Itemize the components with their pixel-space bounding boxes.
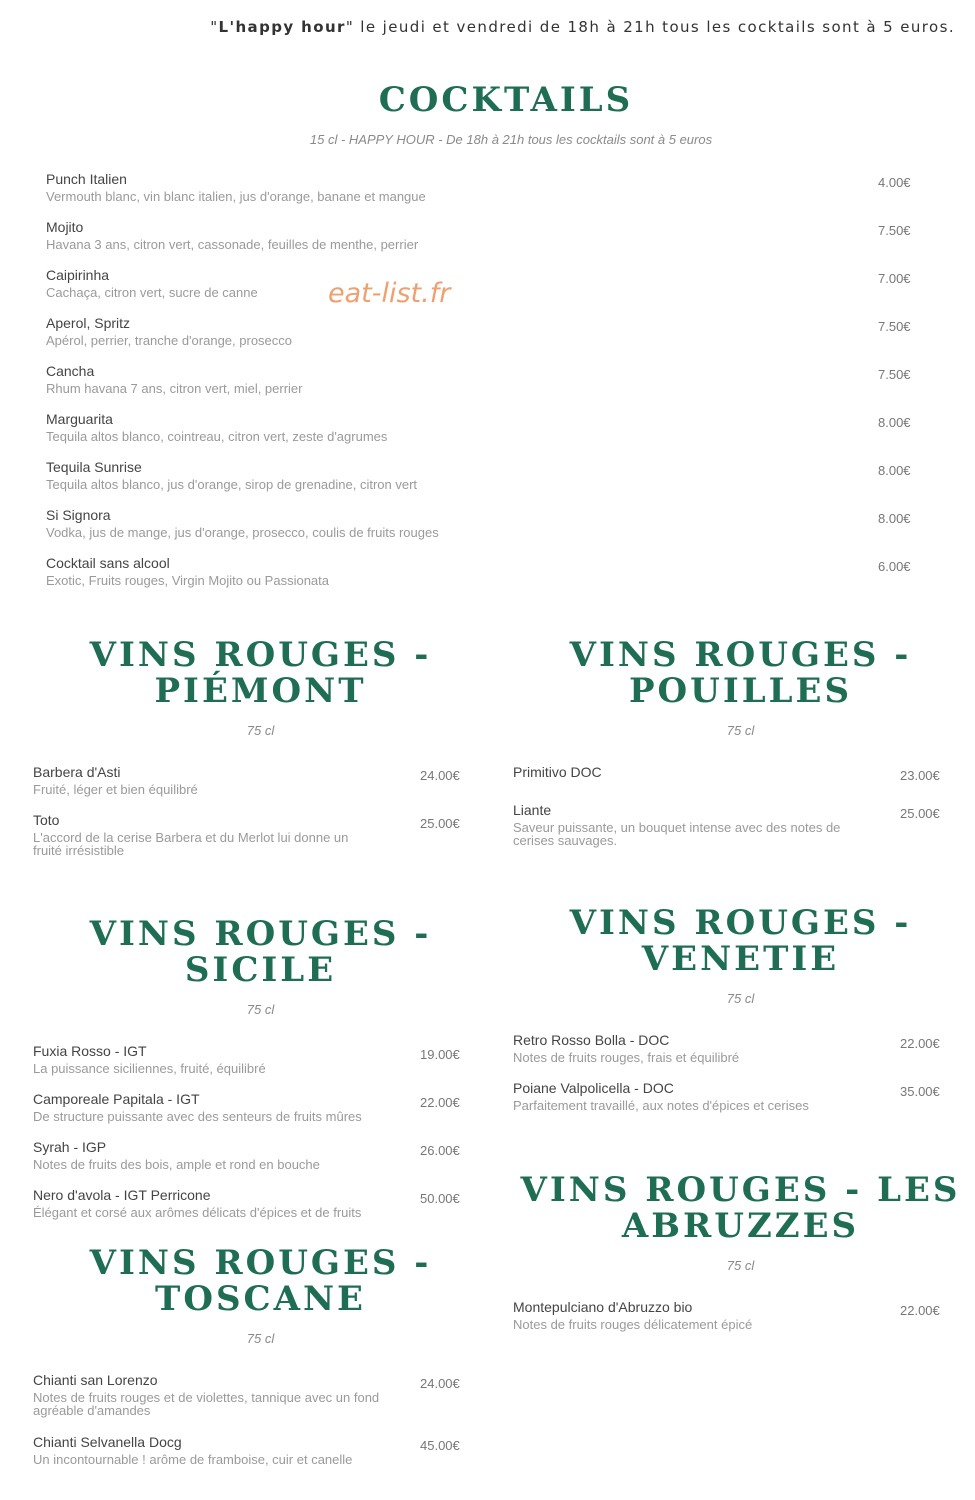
- item-description: Notes de fruits des bois, ample et rond en bouche: [33, 1157, 320, 1172]
- item-name: Chianti san Lorenzo: [33, 1372, 158, 1388]
- item-name: Cocktail sans alcool: [46, 555, 170, 571]
- item-name: Toto: [33, 812, 60, 828]
- menu-item: [46, 555, 958, 587]
- item-name: Aperol, Spritz: [46, 315, 131, 331]
- section-subtitle: 75 cl: [246, 723, 275, 738]
- cocktails-section: [46, 82, 916, 611]
- venetie-section: [513, 905, 968, 1132]
- menu-item: [46, 267, 958, 299]
- item-price: 24.00€: [420, 768, 460, 783]
- item-description: Notes de fruits rouges, frais et équilibré: [513, 1050, 740, 1065]
- item-description: Un incontournable ! arôme de framboise, cuir et canelle: [33, 1452, 353, 1467]
- section-title: VINS ROUGES - VENETIE: [569, 903, 912, 979]
- menu-item: [33, 1434, 500, 1466]
- item-description: Élégant et corsé aux arômes délicats d'épices et de fruits: [33, 1205, 362, 1220]
- section-title: VINS ROUGES - PIÉMONT: [89, 635, 432, 711]
- item-description: Vermouth blanc, vin blanc italien, jus d'orange, banane et mangue: [46, 189, 426, 204]
- section-subtitle: 75 cl: [726, 723, 755, 738]
- item-name: Tequila Sunrise: [46, 459, 142, 475]
- item-price: 7.50€: [878, 319, 911, 334]
- toscane-section: [33, 1245, 488, 1482]
- menu-item: [513, 1080, 975, 1112]
- item-description: Cachaça, citron vert, sucre de canne: [46, 285, 258, 300]
- item-description: Exotic, Fruits rouges, Virgin Mojito ou Passionata: [46, 573, 330, 588]
- menu-item: [513, 1299, 975, 1331]
- cocktail-list: [46, 171, 916, 611]
- menu-item: [46, 459, 958, 491]
- item-price: 45.00€: [420, 1438, 460, 1453]
- menu-item: [513, 764, 975, 781]
- item-name: Punch Italien: [46, 171, 127, 187]
- item-price: 7.50€: [878, 223, 911, 238]
- item-name: Barbera d'Asti: [33, 764, 121, 780]
- item-name: Camporeale Papitala - IGT: [33, 1091, 200, 1107]
- menu-item: [33, 1091, 500, 1123]
- item-description: Tequila altos blanco, jus d'orange, sirop de grenadine, citron vert: [46, 477, 418, 492]
- piemont-wine-list: [33, 764, 488, 874]
- item-price: 8.00€: [878, 511, 911, 526]
- item-name: Primitivo DOC: [513, 764, 602, 780]
- menu-item: [46, 507, 958, 539]
- menu-item: [46, 363, 958, 395]
- item-name: Cancha: [46, 363, 95, 379]
- item-name: Montepulciano d'Abruzzo bio: [513, 1299, 693, 1315]
- item-price: 6.00€: [878, 559, 911, 574]
- item-name: Chianti Selvanella Docg: [33, 1434, 182, 1450]
- item-name: Poiane Valpolicella - DOC: [513, 1080, 674, 1096]
- section-title: COCKTAILS: [378, 80, 634, 120]
- happy-hour-highlight: L'happy hour: [218, 18, 346, 36]
- section-subtitle: 15 cl - HAPPY HOUR - De 18h à 21h tous les cocktails sont à 5 euros: [309, 132, 713, 147]
- item-description: La puissance siciliennes, fruité, équilibré: [33, 1061, 266, 1076]
- item-price: 22.00€: [900, 1303, 940, 1318]
- abruzzes-wine-list: [513, 1299, 968, 1359]
- item-price: 8.00€: [878, 415, 911, 430]
- menu-item: [46, 315, 958, 347]
- happy-hour-banner: "L'happy hour" le jeudi et vendredi de 18h à 21h tous les cocktails sont à 5 euros.: [210, 18, 955, 36]
- sicile-wine-list: [33, 1043, 488, 1243]
- item-price: 35.00€: [900, 1084, 940, 1099]
- menu-item: [33, 764, 500, 796]
- item-name: Marguarita: [46, 411, 113, 427]
- item-description: Notes de fruits rouges et de violettes, tannique avec un fond agréable d'amandes: [33, 1390, 380, 1418]
- item-price: 19.00€: [420, 1047, 460, 1062]
- item-price: 26.00€: [420, 1143, 460, 1158]
- item-description: Fruité, léger et bien équilibré: [33, 782, 198, 797]
- piemont-section: [33, 637, 488, 874]
- menu-item: [33, 1139, 500, 1171]
- item-name: Liante: [513, 802, 552, 818]
- watermark: eat-list.fr: [328, 278, 451, 309]
- abruzzes-section: [513, 1172, 968, 1359]
- item-price: 25.00€: [900, 806, 940, 821]
- menu-item: [46, 219, 958, 251]
- item-description: Parfaitement travaillé, aux notes d'épices et cerises: [513, 1098, 809, 1113]
- menu-item: [46, 171, 958, 203]
- section-title: VINS ROUGES - SICILE: [89, 914, 432, 990]
- item-description: L'accord de la cerise Barbera et du Merlot lui donne un fruité irrésistible: [33, 830, 349, 858]
- sicile-section: [33, 916, 488, 1243]
- menu-item: [46, 411, 958, 443]
- item-name: Syrah - IGP: [33, 1139, 107, 1155]
- item-description: Havana 3 ans, citron vert, cassonade, feuilles de menthe, perrier: [46, 237, 419, 252]
- section-title: VINS ROUGES - LES ABRUZZES: [520, 1170, 961, 1246]
- item-price: 8.00€: [878, 463, 911, 478]
- item-price: 7.50€: [878, 367, 911, 382]
- item-description: Notes de fruits rouges délicatement épicé: [513, 1317, 753, 1332]
- section-title: VINS ROUGES - TOSCANE: [89, 1243, 432, 1319]
- item-price: 25.00€: [420, 816, 460, 831]
- item-price: 22.00€: [420, 1095, 460, 1110]
- item-name: Mojito: [46, 219, 84, 235]
- section-subtitle: 75 cl: [246, 1331, 275, 1346]
- item-name: Retro Rosso Bolla - DOC: [513, 1032, 670, 1048]
- item-price: 23.00€: [900, 768, 940, 783]
- item-price: 24.00€: [420, 1376, 460, 1391]
- toscane-wine-list: [33, 1372, 488, 1482]
- item-description: Tequila altos blanco, cointreau, citron vert, zeste d'agrumes: [46, 429, 388, 444]
- venetie-wine-list: [513, 1032, 968, 1132]
- menu-item: [33, 1372, 500, 1417]
- item-description: De structure puissante avec des senteurs de fruits mûres: [33, 1109, 362, 1124]
- item-price: 22.00€: [900, 1036, 940, 1051]
- pouilles-wine-list: [513, 764, 968, 854]
- item-name: Si Signora: [46, 507, 111, 523]
- section-subtitle: 75 cl: [246, 1002, 275, 1017]
- happy-hour-text: le jeudi et vendredi de 18h à 21h tous les cocktails sont à 5 euros.: [354, 18, 955, 36]
- item-price: 4.00€: [878, 175, 911, 190]
- menu-item: [33, 1187, 500, 1219]
- item-price: 7.00€: [878, 271, 911, 286]
- item-name: Fuxia Rosso - IGT: [33, 1043, 147, 1059]
- item-description: Vodka, jus de mange, jus d'orange, prosecco, coulis de fruits rouges: [46, 525, 439, 540]
- pouilles-section: [513, 637, 968, 854]
- section-title: VINS ROUGES - POUILLES: [569, 635, 912, 711]
- section-subtitle: 75 cl: [726, 991, 755, 1006]
- item-description: Saveur puissante, un bouquet intense avec des notes de cerises sauvages.: [513, 820, 841, 848]
- item-description: Rhum havana 7 ans, citron vert, miel, perrier: [46, 381, 303, 396]
- item-name: Caipirinha: [46, 267, 110, 283]
- item-price: 50.00€: [420, 1191, 460, 1206]
- menu-item: [33, 812, 500, 857]
- item-name: Nero d'avola - IGT Perricone: [33, 1187, 211, 1203]
- section-subtitle: 75 cl: [726, 1258, 755, 1273]
- menu-item: [33, 1043, 500, 1075]
- menu-item: [513, 1032, 975, 1064]
- menu-item: [513, 802, 975, 847]
- item-description: Apérol, perrier, tranche d'orange, prosecco: [46, 333, 293, 348]
